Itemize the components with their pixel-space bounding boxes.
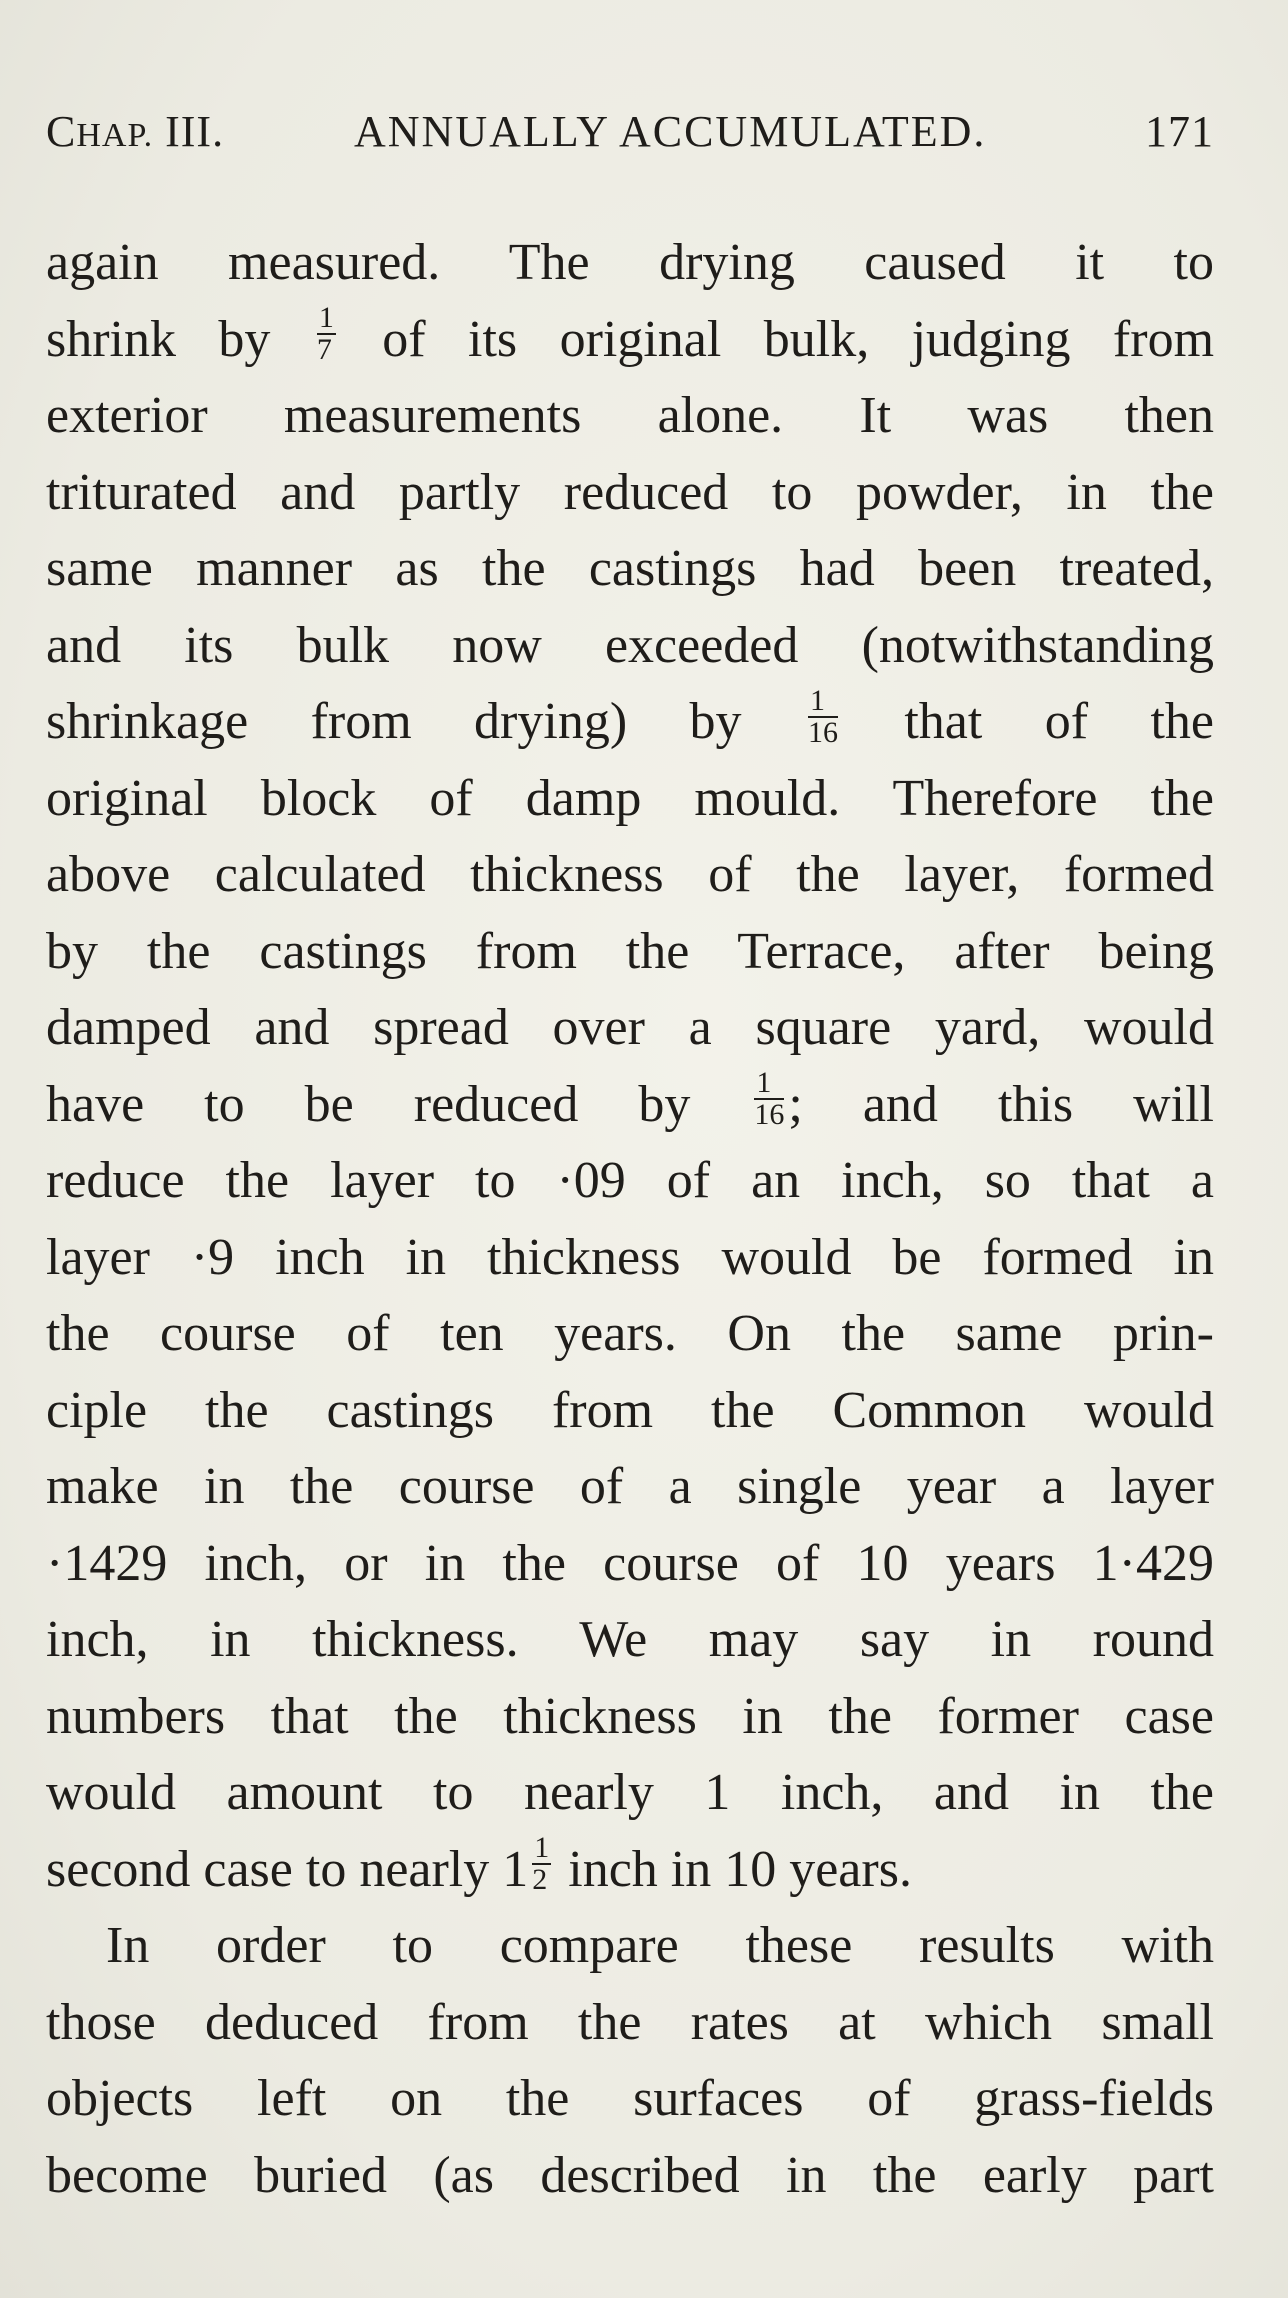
fraction-denominator: 7 [316, 333, 332, 367]
fraction-numerator: 1 [808, 686, 838, 718]
line-segment: second case to nearly 1 [46, 1840, 529, 1898]
line-segment: inch in 10 years. [555, 1840, 912, 1898]
text-line: would amount to nearly 1 inch, and in the [46, 1764, 1214, 1821]
line-segment: ; and this will [788, 1075, 1214, 1133]
fraction-denominator: 2 [532, 1863, 548, 1897]
text-line [46, 1832, 1214, 1909]
running-head [46, 102, 1214, 162]
page-number: 171 [1145, 107, 1214, 156]
fraction-numerator: 1 [534, 1831, 550, 1865]
text-line: again measured. The drying caused it to [46, 234, 1214, 291]
text-line: the course of ten years. On the same prin- [46, 1305, 1214, 1362]
chapter-number: III. [165, 107, 225, 156]
text-line: exterior measurements alone. It was then [46, 387, 1214, 444]
text-line: damped and spread over a square yard, would [46, 999, 1214, 1056]
text-line: become buried (as described in the early part [46, 2146, 1214, 2204]
chapter-label [46, 102, 224, 166]
text-line: and its bulk now exceeded (notwithstanding [46, 616, 1214, 674]
fraction-denominator: 16 [807, 715, 838, 749]
text-line: same manner as the castings had been treated, [46, 540, 1214, 597]
chapter-label-initial: C [46, 107, 77, 156]
text-line: layer ·9 inch in thickness would be formed in [46, 1228, 1214, 1286]
text-line: those deduced from the rates at which small [46, 1993, 1214, 2051]
fraction [317, 303, 336, 365]
line-segment: that of the [841, 693, 1214, 750]
text-line: reduce the layer to ·09 of an inch, so that a [46, 1152, 1214, 1209]
text-line [46, 684, 1214, 761]
text-line: by the castings from the Terrace, after being [46, 922, 1214, 980]
fraction-numerator: 1 [754, 1068, 784, 1100]
body-text [46, 225, 1214, 2214]
text-line: ·1429 inch, or in the course of 10 years 1·429 [46, 1534, 1214, 1592]
chapter-label-rest: HAP. [76, 117, 154, 154]
line-segment: have to be reduced by [46, 1075, 751, 1133]
running-title: ANNUALLY ACCUMULATED. [354, 107, 987, 156]
text-line: triturated and partly reduced to powder, in the [46, 463, 1214, 521]
text-line: above calculated thickness of the layer, formed [46, 846, 1214, 903]
text-line [46, 302, 1214, 379]
text-line: inch, in thickness. We may say in round [46, 1611, 1214, 1668]
text-line: original block of damp mould. Therefore the [46, 769, 1214, 827]
text-line [46, 1067, 1214, 1144]
text-line: In order to compare these results with [106, 1917, 1214, 1974]
fraction [808, 686, 838, 748]
line-segment: shrink by [46, 310, 313, 368]
line-segment: of its original bulk, judging from [339, 310, 1214, 368]
fraction [754, 1068, 784, 1130]
fraction [532, 1833, 551, 1895]
fraction-denominator: 16 [754, 1098, 785, 1132]
text-line: numbers that the thickness in the former case [46, 1687, 1214, 1745]
text-line: ciple the castings from the Common would [46, 1381, 1214, 1439]
fraction-numerator: 1 [318, 301, 334, 335]
text-line: make in the course of a single year a layer [46, 1458, 1214, 1515]
text-line: objects left on the surfaces of grass-fields [46, 2070, 1214, 2127]
line-segment: shrinkage from drying) by [46, 693, 804, 750]
